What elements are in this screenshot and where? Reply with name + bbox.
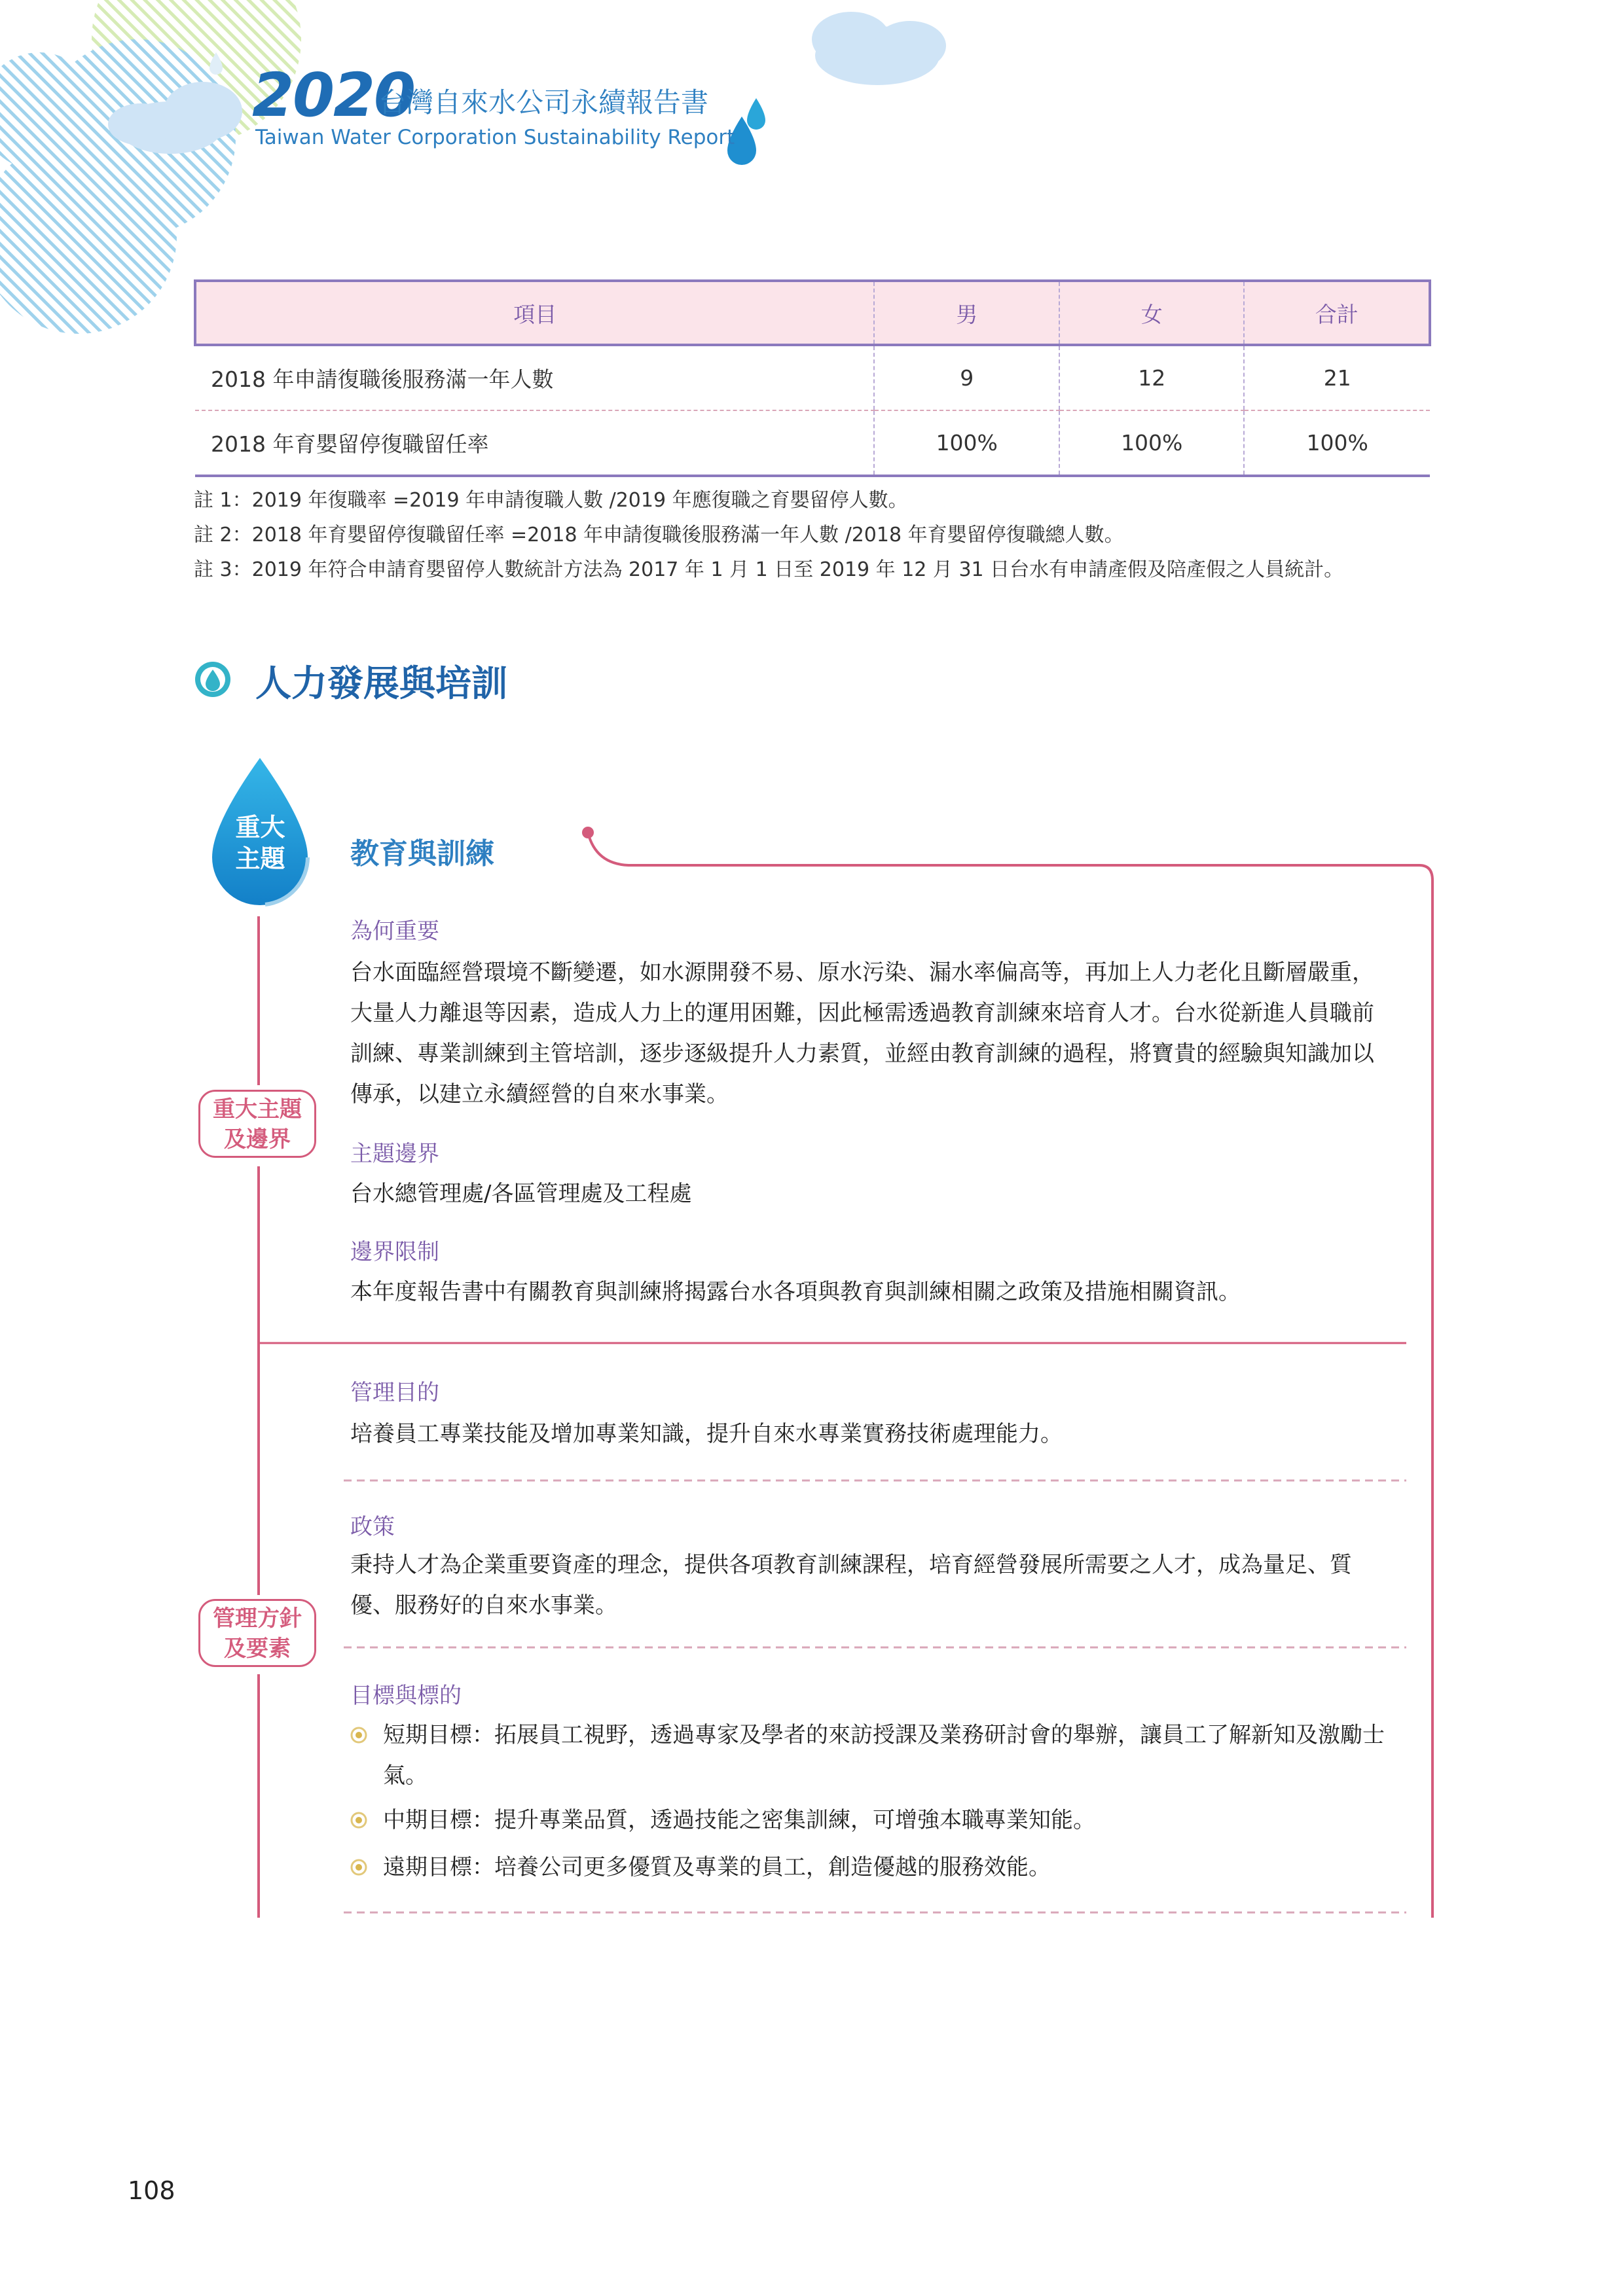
material-topic-boundary-pill	[198, 1090, 316, 1158]
note-3: 註 3：2019 年符合申請育嬰留停人數統計方法為 2017 年 1 月 1 日至 2019 年 12 月 31 日台水有申請產假及陪產假之人員統計。	[194, 558, 1344, 581]
targets-label: 目標與標的	[350, 1683, 462, 1709]
table-cell: 21	[1244, 345, 1430, 410]
policy-label: 政策	[350, 1514, 395, 1540]
table-cell: 2018 年申請復職後服務滿一年人數	[195, 345, 874, 410]
page-number: 108	[128, 2176, 175, 2205]
table-cell: 100%	[1244, 410, 1430, 476]
management-goal-text: 培養員工專業技能及增加專業知識，提升自來水專業實務技術處理能力。	[350, 1421, 1063, 1447]
list-item	[350, 1847, 1398, 1888]
bullet-icon	[350, 1727, 367, 1744]
badge-line-1: 重大	[235, 813, 285, 842]
section-title: 人力發展與培訓	[255, 662, 508, 704]
pill-line: 及邊界	[224, 1126, 291, 1153]
topic-boundary-label: 主題邊界	[350, 1141, 439, 1167]
pill-line: 及要素	[224, 1636, 291, 1662]
boundary-limit-label: 邊界限制	[350, 1239, 439, 1265]
target-text: 遠期目標：培養公司更多優質及專業的員工，創造優越的服務效能。	[383, 1854, 1051, 1880]
management-goal-label: 管理目的	[350, 1380, 439, 1406]
report-title-en: Taiwan Water Corporation Sustainability Report	[255, 126, 735, 149]
list-item	[350, 1800, 1398, 1840]
table-cell: 100%	[1059, 410, 1245, 476]
major-topic-badge	[216, 812, 304, 874]
list-item	[350, 1715, 1398, 1796]
note-2: 註 2：2018 年育嬰留停復職留任率 =2018 年申請復職後服務滿一年人數 /2018 年育嬰留停復職總人數。	[194, 524, 1124, 547]
bullet-icon	[350, 1859, 367, 1876]
why-important-text: 台水面臨經營環境不斷變遷，如水源開發不易、原水污染、漏水率偏高等，再加上人力老化且斷層嚴重，大量人力離退等因素，造成人力上的運用困難，因此極需透過教育訓練來培育人才。台水從新進人員職前訓練、專業訓練到主管培訓，逐步逐級提升人力素質，並經由教育訓練的過程，將寶貴的經驗與知識加以傳承，以建立永續經營的自來水事業。	[350, 960, 1374, 1107]
bullet-icon	[350, 1812, 367, 1829]
report-title-zh: 台灣自來水公司永續報告書	[378, 86, 709, 118]
column-header: 女	[1059, 281, 1245, 345]
pill-line: 重大主題	[213, 1096, 302, 1122]
badge-line-2: 主題	[235, 844, 285, 873]
why-important-label: 為何重要	[350, 918, 439, 944]
column-header: 合計	[1244, 281, 1430, 345]
boundary-limit-text: 本年度報告書中有關教育與訓練將揭露台水各項與教育與訓練相關之政策及措施相關資訊。	[350, 1279, 1241, 1305]
note-1: 註 1：2019 年復職率 =2019 年申請復職人數 /2019 年應復職之育嬰留停人數。	[194, 489, 908, 512]
table-cell: 9	[874, 345, 1059, 410]
report-year: 2020	[252, 60, 415, 130]
table-cell: 100%	[874, 410, 1059, 476]
target-text: 短期目標：拓展員工視野，透過專家及學者的來訪授課及業務研討會的舉辦，讓員工了解新知及激勵士氣。	[383, 1722, 1385, 1789]
target-text: 中期目標：提升專業品質，透過技能之密集訓練，可增強本職專業知能。	[383, 1807, 1095, 1833]
table-cell: 12	[1059, 345, 1245, 410]
topic-boundary-text: 台水總管理處/各區管理處及工程處	[350, 1181, 692, 1207]
management-approach-pill	[198, 1599, 316, 1667]
policy-text: 秉持人才為企業重要資產的理念，提供各項教育訓練課程，培育經營發展所需要之人才，成為量足、質優、服務好的自來水事業。	[350, 1552, 1352, 1619]
pill-line: 管理方針	[213, 1605, 302, 1632]
topic-title: 教育與訓練	[350, 837, 494, 870]
column-header: 項目	[195, 281, 874, 345]
column-header: 男	[874, 281, 1059, 345]
table-cell: 2018 年育嬰留停復職留任率	[195, 410, 874, 476]
